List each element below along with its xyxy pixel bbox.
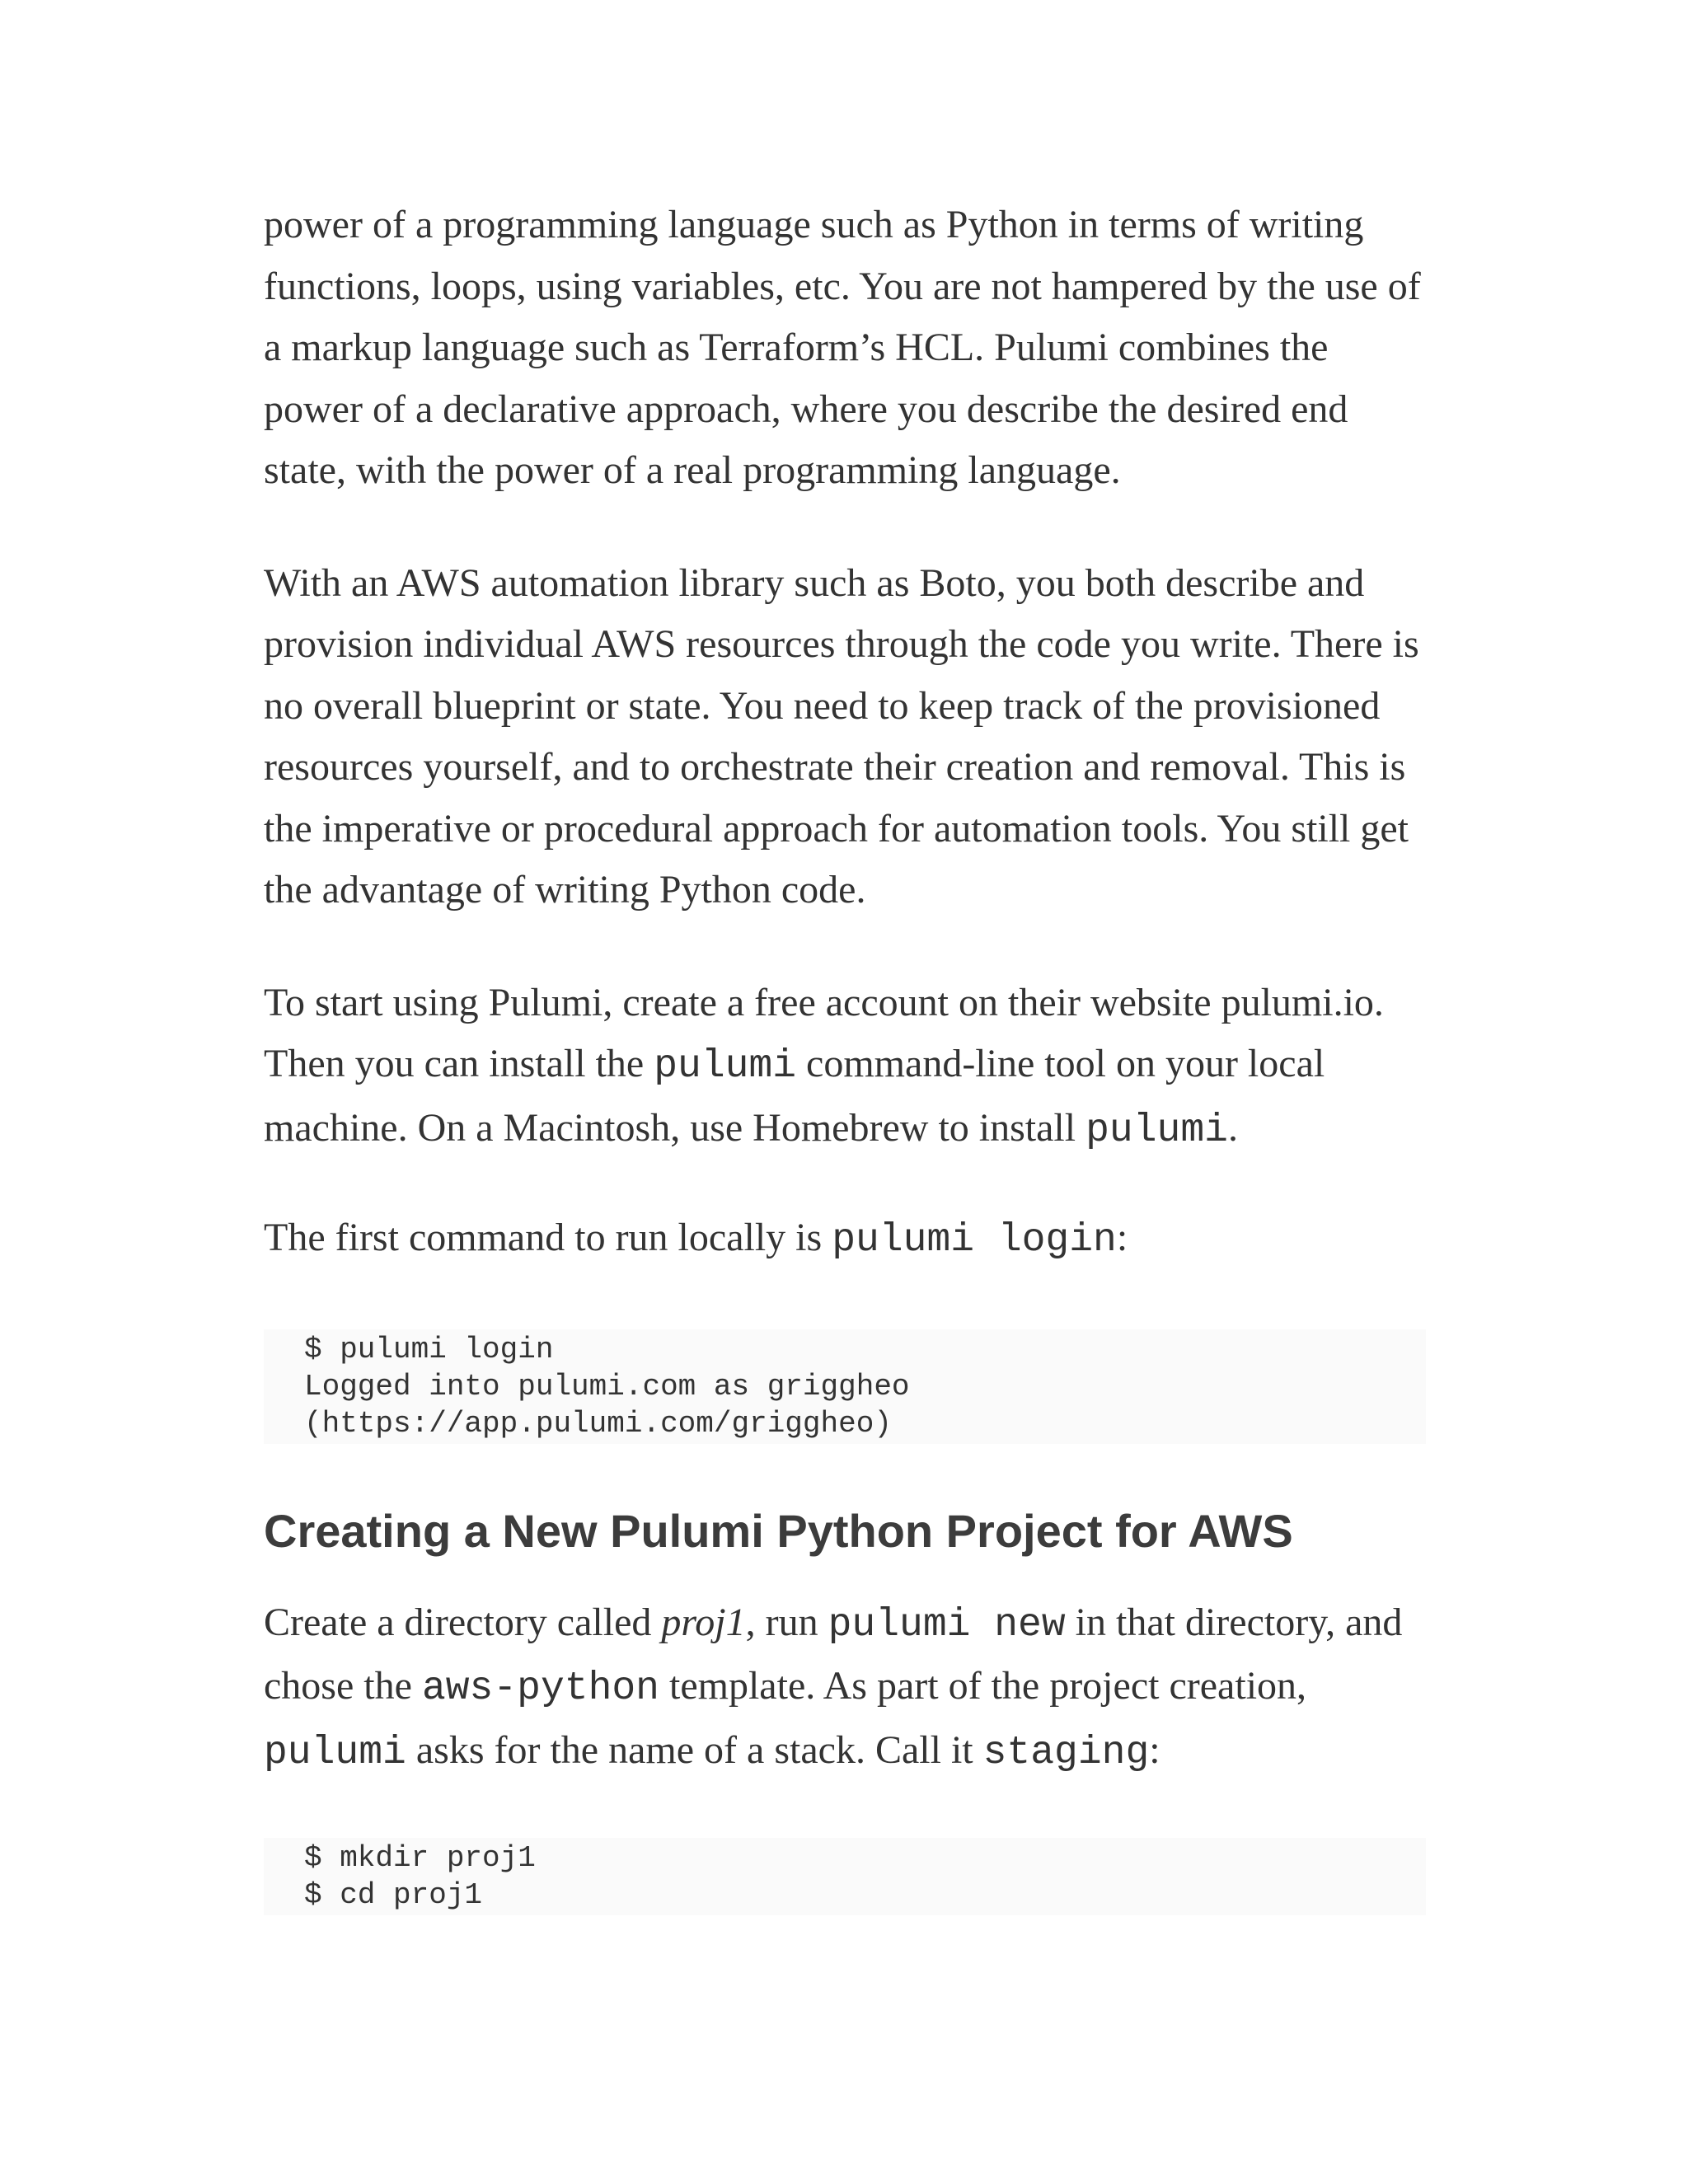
paragraph-first-command <box>264 1207 1426 1272</box>
inline-code: aws-python <box>421 1666 659 1711</box>
text-run: . <box>1227 1105 1238 1150</box>
inline-code: pulumi new <box>828 1602 1066 1647</box>
inline-code: pulumi login <box>832 1218 1117 1263</box>
code-block-mkdir <box>264 1838 1426 1915</box>
text-run: asks for the name of a stack. Call it <box>406 1727 983 1772</box>
code-line: (https://app.pulumi.com/griggheo) <box>304 1406 892 1441</box>
text-run: Create a directory called <box>264 1600 662 1644</box>
text-run: The first command to run locally is <box>264 1216 832 1259</box>
text-run: , run <box>745 1600 828 1644</box>
text-run: command-line tool on your local machine. On a Macintosh, use Homebrew to install <box>264 1042 1325 1150</box>
text-run: : <box>1149 1727 1160 1772</box>
section-heading: Creating a New Pulumi Python Project for AWS <box>264 1504 1293 1557</box>
text-run: in that directory, and chose the <box>264 1600 1403 1708</box>
inline-code: staging <box>982 1730 1150 1775</box>
document-page <box>264 194 1426 1915</box>
paragraph-pulumi-power: power of a programming language such as Python in terms of writing functions, loops, using variables, etc. You are not hampered by the use of a markup language such as Terraform’s HCL. Pulumi combines the power of a declarative approach, where you describe the desired end state, with the power of a real programming language. <box>264 203 1421 492</box>
text-run: To start using Pulumi, create a free account on their website pulumi.io. Then you can install the <box>264 980 1384 1085</box>
code-block-login <box>264 1329 1426 1444</box>
code-line: Logged into pulumi.com as griggheo <box>304 1369 910 1404</box>
emphasis-text: proj1 <box>661 1600 746 1644</box>
text-run: : <box>1116 1216 1128 1259</box>
code-line: $ cd proj1 <box>304 1878 483 1912</box>
paragraph-create-project <box>264 1592 1426 1784</box>
text-run: template. As part of the project creation, <box>659 1664 1307 1708</box>
inline-code: pulumi <box>1085 1108 1228 1153</box>
paragraph-getting-started <box>264 972 1426 1162</box>
code-line: $ pulumi login <box>304 1332 554 1366</box>
paragraph-boto-comparison: With an AWS automation library such as Boto, you both describe and provision individual AWS resources through the code you write. There is no overall blueprint or state. You need to keep track of the provisioned resources yourself, and to orchestrate their creation and removal. This is the imperative or procedural approach for automation tools. You still get the advantage of writing Python code. <box>264 560 1419 912</box>
code-line: $ mkdir proj1 <box>304 1841 536 1875</box>
inline-code: pulumi <box>654 1044 797 1089</box>
inline-code: pulumi <box>264 1730 406 1775</box>
